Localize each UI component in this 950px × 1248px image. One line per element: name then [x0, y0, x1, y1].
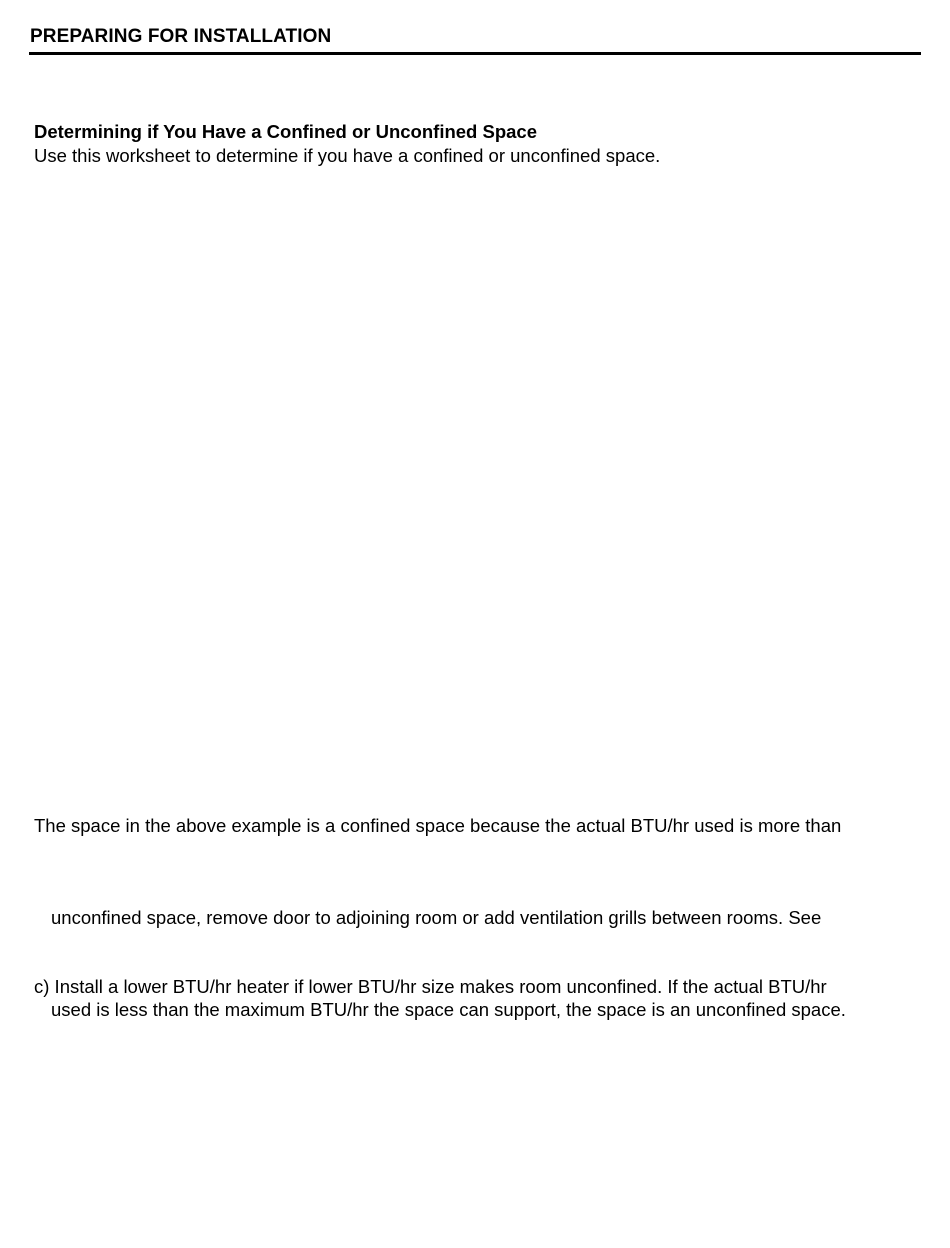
option-c-line-2: used is less than the maximum BTU/hr the space can support, the space is an unconfined space. [51, 999, 846, 1020]
section-intro: Use this worksheet to determine if you have a confined or unconfined space. [34, 145, 661, 166]
example-paragraph: The space in the above example is a confined space because the actual BTU/hr used is more than [34, 815, 842, 836]
header-divider [29, 52, 921, 55]
section-heading: Determining if You Have a Confined or Unconfined Space [34, 121, 537, 142]
option-c-line-1: c) Install a lower BTU/hr heater if lower BTU/hr size makes room unconfined. If the actual BTU/hr [34, 976, 827, 997]
option-b-continuation: unconfined space, remove door to adjoining room or add ventilation grills between rooms. See [51, 907, 822, 928]
page-title: PREPARING FOR INSTALLATION [30, 26, 332, 47]
